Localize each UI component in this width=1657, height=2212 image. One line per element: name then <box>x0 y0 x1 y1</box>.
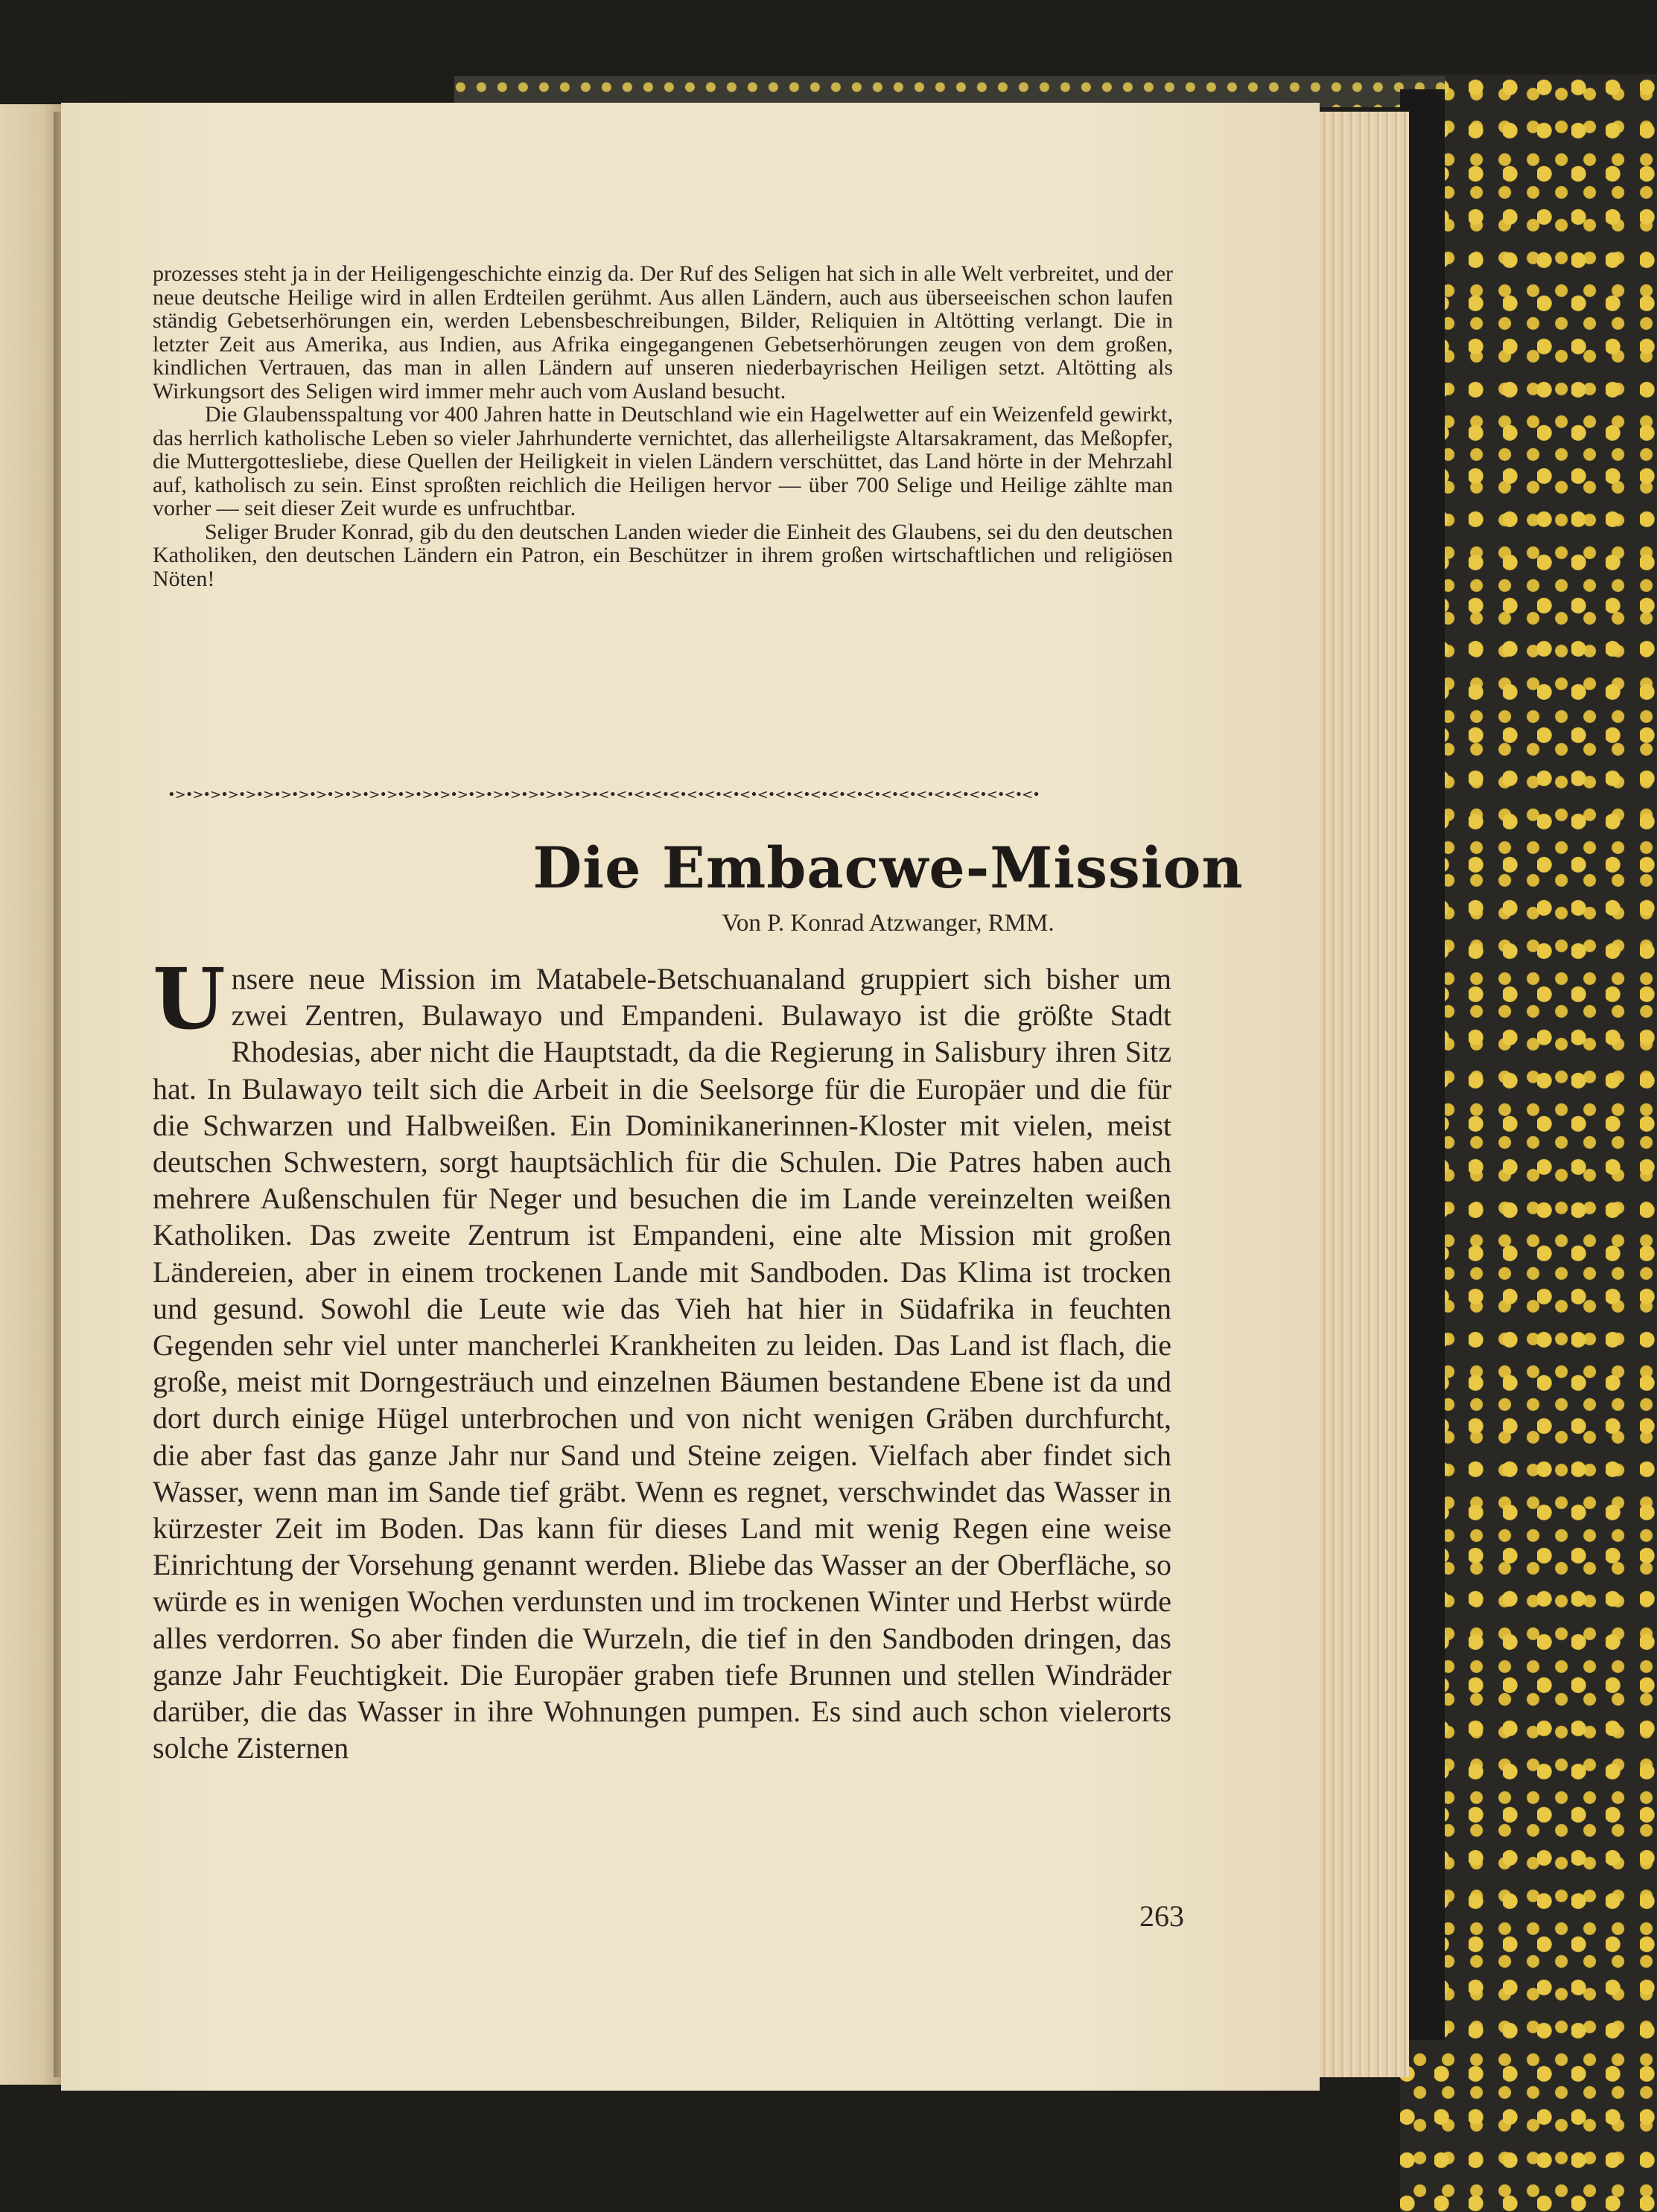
paragraph: Seliger Bruder Konrad, gib du den deutschen Landen wieder die Einheit des Glaubens, sei du den deutschen Katholiken, den deutschen Ländern ein Patron, ein Beschützer in ihrem großen wirtschaftlichen und religiösen Nöten! <box>153 519 1173 591</box>
paragraph <box>153 951 1171 1766</box>
page-number: 263 <box>1139 1899 1184 1933</box>
page-stack-edge <box>1320 112 1409 2077</box>
paragraph: prozesses steht ja in der Heiligengeschichte einzig da. Der Ruf des Seligen hat sich in alle Welt verbreitet, und der neue deutsche Heilige wird in allen Erdteilen gerühmt. Aus allen Ländern, auch aus überseeischen schon laufen ständig Gebetserhörungen ein, werden Lebensbeschreibungen, Bilder, Reliquien in Altötting verlangt. Die in letzter Zeit aus Amerika, aus Indien, aus Afrika eingegangenen Gebetserhörungen zeugen von dem großen, kindlichen Vertrauen, das man in allen Ländern auf unseren niederbayrischen Heiligen setzt. Altötting als Wirkungsort des Seligen wird immer mehr auch vom Ausland besucht. <box>153 261 1173 404</box>
article-title: Die Embacwe-Mission <box>532 835 1244 901</box>
body-text: nsere neue Mission im Matabele-Betschuanaland gruppiert sich bisher um zwei Zentren, Bulawayo und Empandeni. Bulawayo ist die größte Stadt Rhodesias, aber nicht die Hauptstadt, da die Regierung in Salisbury ihren Sitz hat. In Bulawayo teilt sich die Arbeit in die Seelsorge für die Europäer und die für die Schwarzen und Halbweißen. Ein Dominikanerinnen-Kloster mit vielen, meist deutschen Schwestern, sorgt hauptsächlich für die Schulen. Die Patres haben auch mehrere Außenschulen für Neger und besuchen die im Lande vereinzelten weißen Katholiken. Das zweite Zentrum ist Empandeni, eine alte Mission mit großen Ländereien, aber in einem trockenen Lande mit Sandboden. Das Klima ist trocken und gesund. Sowohl die Leute wie das Vieh hat hier in Südafrika in feuchten Gegenden sehr viel unter mancherlei Krankheiten zu leiden. Das Land ist flach, die große, meist mit Dorngesträuch und einzelnen Bäumen bestandene Ebene ist da und dort durch einige Hügel unterbrochen und von nicht wenigen Gräben durchfurcht, die aber fast das ganze Jahr nur Sand und Steine zeigen. Vielfach aber findet sich Wasser, wenn man im Sande tief gräbt. Wenn es regnet, verschwindet das Wasser in kürzester Zeit im Boden. Das kann für dieses Land mit wenig Regen eine weise Einrichtung der Vorsehung genannt werden. Bliebe das Wasser an der Oberfläche, so würde es in wenigen Wochen verdunsten und im trockenen Winter und Herbst würde alles verdorren. So aber finden die Wurzeln, die tief in den Sandboden dringen, das ganze Jahr Feuchtigkeit. Die Europäer graben tiefe Brunnen und stellen Windräder darüber, die das Wasser in ihre Wohnungen pumpen. Es sind auch schon vielerorts solche Zisternen <box>153 962 1171 1765</box>
article-byline: Von P. Konrad Atzwanger, RMM. <box>722 910 1055 937</box>
paragraph: Die Glaubensspaltung vor 400 Jahren hatte in Deutschland wie ein Hagelwetter auf ein Weizenfeld gewirkt, das herrlich katholische Leben so vieler Jahrhunderte vernichtet, das allerheiligste Altarsakrament, das Meßopfer, die Muttergottesliebe, diese Quellen der Heiligkeit in vielen Ländern verschüttet, das Land hörte in der Mehrzahl auf, katholisch zu sein. Einst sproßten reichlich die Heiligen hervor — über 700 Selige und Heilige zählte man vorher — seit dieser Zeit wurde es unfruchtbar. <box>153 402 1173 520</box>
previous-article-text <box>153 262 1173 590</box>
ornamental-divider: •>•>•>•>•>•>•>•>•>•>•>•>•>•>•>•>•>•>•>•>•>•>•>•>•<•<•<•<•<•<•<•<•<•<•<•<•<•<•<•<•<•<•<•<•<•<•<•<•<• <box>168 787 1040 803</box>
article-body <box>153 951 1171 1766</box>
facing-page-edge <box>0 104 61 2085</box>
drop-cap: U <box>153 951 226 1048</box>
